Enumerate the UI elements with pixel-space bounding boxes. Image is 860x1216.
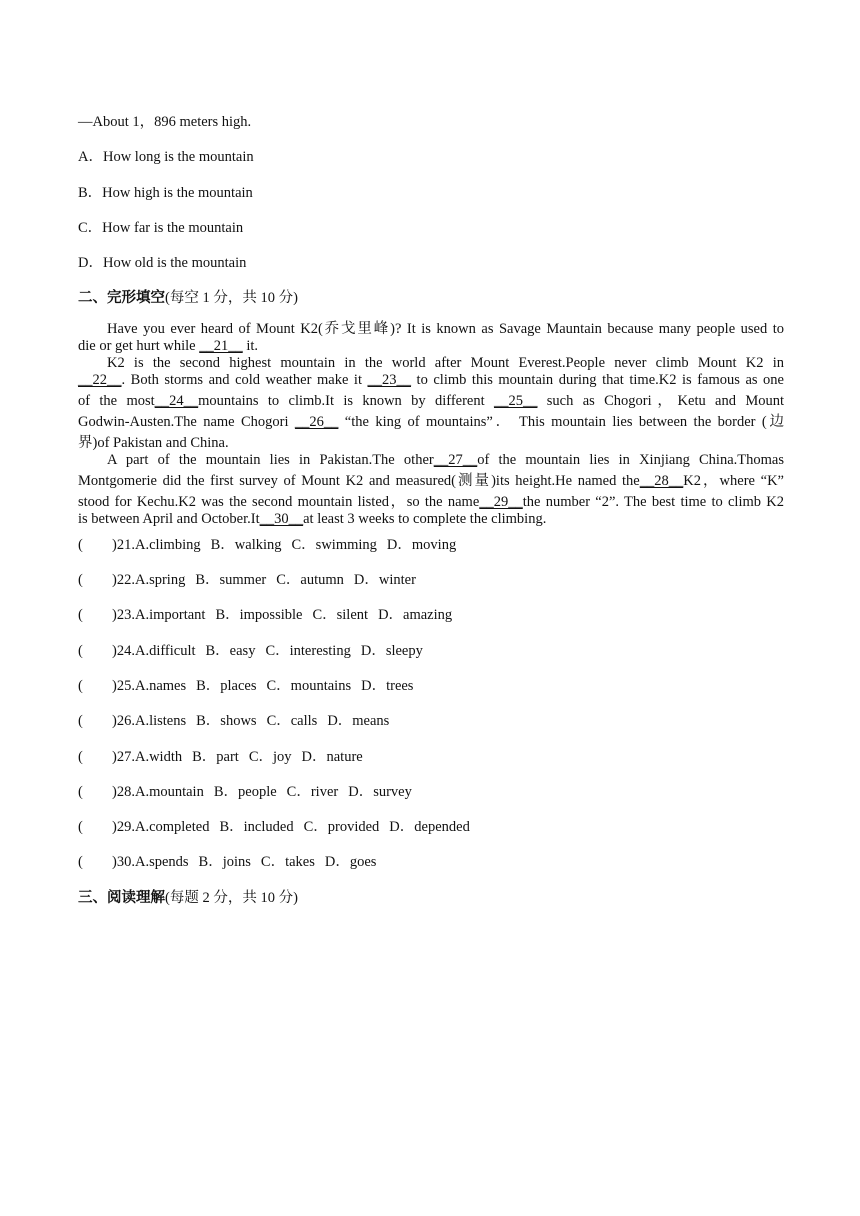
blank-23: __23__ <box>367 371 412 388</box>
blank-29: __29__ <box>479 493 523 510</box>
blank-30: __30__ <box>259 510 304 527</box>
choice-row-22: ( )22.A.spring B．summer C．autumn D．winter <box>78 572 416 589</box>
option-d: D．How old is the mountain <box>78 255 247 272</box>
passage-line: stood for Kechu.K2 was the second mountain listed，so the name__29__the number “2”. The best time to climb K2 <box>78 493 784 510</box>
choice-row-25: ( )25.A.names B．places C．mountains D．trees <box>78 677 414 694</box>
passage-line: is between April and October.It__30__at least 3 weeks to complete the climbing. <box>78 510 547 527</box>
passage-line: A part of the mountain lies in Pakistan.The other__27__of the mountain lies in Xinjiang China.Thomas <box>107 451 784 468</box>
section-title: 三、阅读理解 <box>78 889 165 906</box>
blank-24: __24__ <box>154 392 199 409</box>
choice-row-23: ( )23.A.important B．impossible C．silent D．amazing <box>78 607 453 624</box>
choice-row-27: ( )27.A.width B．part C．joy D．nature <box>78 748 363 765</box>
section-heading-reading <box>78 881 784 916</box>
passage-line: of the most__24__mountains to climb.It is known by different __25__ such as Chogori，Ketu and Mount <box>78 392 784 409</box>
passage-line: die or get hurt while __21__ it. <box>78 337 259 354</box>
passage-line: 界)of Pakistan and China. <box>78 434 229 451</box>
choice-row-24: ( )24.A.difficult B．easy C．interesting D．sleepy <box>78 642 423 659</box>
choice-list <box>78 528 784 881</box>
answer-line: —About 1，896 meters high. <box>78 114 252 130</box>
choice-row-29: ( )29.A.completed B．included C．provided D．depended <box>78 819 470 836</box>
blank-21: __21__ <box>199 337 243 354</box>
section-note: (每题 2 分，共 10 分) <box>165 889 298 906</box>
blank-26: __26__ <box>294 413 339 430</box>
blank-28: __28__ <box>639 472 684 489</box>
choice-row-30: ( )30.A.spends B．joins C．takes D．goes <box>78 854 377 871</box>
passage-paragraph-1 <box>78 317 784 355</box>
passage-line: K2 is the second highest mountain in the world after Mount Everest.People never climb Mount K2 in <box>107 354 784 371</box>
passage-line: Montgomerie did the first survey of Mount K2 and measured(测量)its height.He named the__28__K2，where “K” <box>78 472 784 489</box>
section-heading-cloze <box>78 281 784 316</box>
option-a: A．How long is the mountain <box>78 149 254 166</box>
blank-27: __27__ <box>433 451 478 468</box>
choice-row-26: ( )26.A.listens B．shows C．calls D．means <box>78 713 390 730</box>
passage-line: __22__. Both storms and cold weather make it __23__ to climb this mountain during that time.K2 is famous as one <box>78 371 784 388</box>
passage-paragraph-2 <box>78 355 784 452</box>
choice-row-28: ( )28.A.mountain B．people C．river D．survey <box>78 783 412 800</box>
blank-22: __22__ <box>78 371 122 388</box>
passage-line: Godwin-Austen.The name Chogori __26__ “the king of mountains”． This mountain lies between the border (边 <box>78 413 784 430</box>
passage-paragraph-3 <box>78 452 784 528</box>
option-c: C．How far is the mountain <box>78 219 244 236</box>
section-note: (每空 1 分，共 10 分) <box>165 290 298 307</box>
document-page <box>78 105 784 916</box>
option-b: B．How high is the mountain <box>78 184 253 201</box>
blank-25: __25__ <box>493 392 538 409</box>
choice-row-21: ( )21.A.climbing B．walking C．swimming D．moving <box>78 536 457 553</box>
section-title: 二、完形填空 <box>78 290 165 307</box>
passage-line: Have you ever heard of Mount K2(乔戈里峰)? It is known as Savage Mauntain because many people used to <box>107 320 784 337</box>
